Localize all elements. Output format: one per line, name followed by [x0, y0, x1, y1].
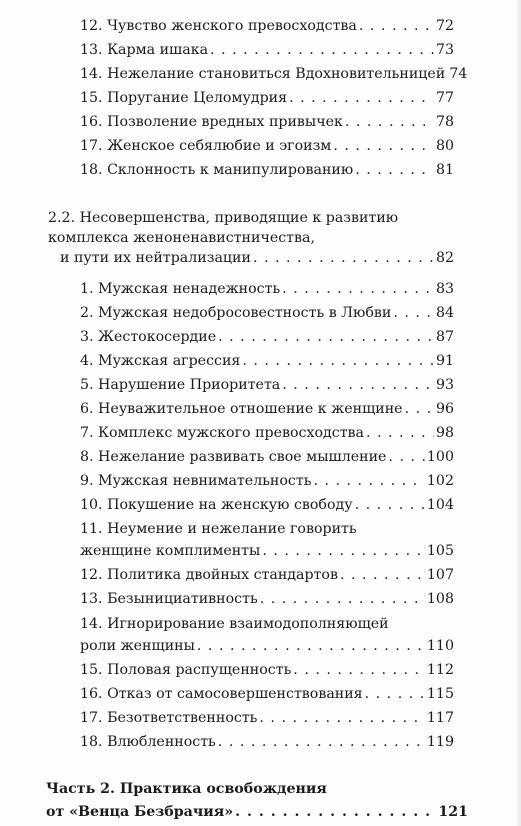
toc-entry-page: 77 — [435, 90, 454, 106]
leader-dots — [365, 685, 425, 703]
toc-entry-page: 121 — [438, 804, 468, 820]
toc-entry — [80, 733, 454, 751]
section-heading-line: комплекса женоненавистничества, — [48, 230, 315, 246]
leader-dots — [355, 161, 434, 179]
toc-entry — [80, 280, 454, 298]
toc-entry — [80, 448, 454, 466]
toc-entry-page: 91 — [435, 353, 454, 369]
toc-entry-page: 74 — [449, 66, 468, 82]
toc-entry — [80, 65, 468, 83]
toc-entry-title: роли женщины — [80, 638, 195, 654]
leader-dots — [289, 89, 434, 107]
toc-entry-page: 110 — [426, 638, 454, 654]
toc-entry-title: 17. Безответственность — [80, 710, 258, 726]
leader-dots — [340, 566, 425, 584]
toc-entry-page: 96 — [435, 401, 454, 417]
toc-entry-title: 5. Нарушение Приоритета — [80, 377, 281, 393]
toc-entry-title: 13. Безынициативность — [80, 591, 258, 607]
toc-entry — [80, 304, 454, 322]
toc-entry-page: 104 — [426, 497, 454, 513]
leader-dots — [313, 472, 424, 490]
toc-entry-title: 11. Неумение и нежелание говорить — [80, 521, 357, 537]
section-heading-line: 2.2. Несовершенства, приводящие к развитию — [48, 210, 399, 226]
toc-entry-page: 84 — [435, 305, 454, 321]
toc-entry-title: 12. Политика двойных стандартов — [80, 567, 338, 583]
toc-entry — [80, 685, 454, 703]
toc-entry-title: 13. Карма ишака — [80, 42, 209, 58]
leader-dots — [218, 328, 434, 346]
toc-entry-page: 115 — [426, 686, 454, 702]
leader-dots — [333, 137, 434, 155]
toc-entry-title: 16. Позволение вредных привычек — [80, 114, 343, 130]
leader-dots — [242, 352, 434, 370]
leader-dots — [293, 661, 425, 679]
toc-entry — [80, 113, 454, 131]
leader-dots — [260, 590, 425, 608]
leader-dots — [393, 304, 434, 322]
leader-dots — [262, 542, 425, 560]
toc-entry-page: 105 — [426, 543, 454, 559]
toc-entry — [80, 89, 454, 107]
toc-entry-page: 93 — [435, 377, 454, 393]
toc-entry — [80, 41, 454, 59]
toc-entry-page: 107 — [426, 567, 454, 583]
toc-entry — [80, 17, 454, 35]
toc-entry-page: 112 — [426, 662, 454, 678]
toc-entry-page: 87 — [435, 329, 454, 345]
toc-entry — [80, 566, 454, 584]
toc-entry-title: 4. Мужская агрессия — [80, 353, 241, 369]
leader-dots — [282, 376, 434, 394]
toc-entry-title: 10. Покушение на женскую свободу — [80, 497, 353, 513]
toc-entry — [80, 328, 454, 346]
toc-entry — [80, 376, 454, 394]
toc-entry-page: 82 — [435, 250, 454, 266]
toc-entry-title: 15. Половая распущенность — [80, 662, 292, 678]
section-heading-entry — [60, 249, 454, 267]
toc-entry-title: 2. Мужская недобросовестность в Любви — [80, 305, 392, 321]
toc-entry-title: 7. Комплекс мужского превосходства — [80, 425, 364, 441]
toc-entry — [80, 137, 454, 155]
leader-dots — [359, 17, 434, 35]
toc-entry — [80, 661, 454, 679]
toc-entry — [80, 590, 454, 608]
leader-dots — [259, 709, 425, 727]
toc-entry-page: 108 — [426, 591, 454, 607]
section-heading-line: и пути их нейтрализации — [60, 250, 251, 266]
toc-entry — [80, 542, 454, 560]
leader-dots — [355, 496, 425, 514]
leader-dots — [218, 733, 425, 751]
part-heading-line: от «Венца Безбрачия» — [46, 804, 234, 820]
toc-entry — [80, 400, 454, 418]
leader-dots — [235, 803, 436, 821]
toc-entry — [80, 637, 454, 655]
toc-entry-title: 12. Чувство женского превосходства — [80, 18, 357, 34]
toc-entry-page: 102 — [426, 473, 454, 489]
toc-entry-page: 117 — [426, 710, 454, 726]
toc-entry-title: 18. Влюбленность — [80, 734, 216, 750]
toc-entry-title: женщине комплименты — [80, 543, 261, 559]
toc-entry — [80, 352, 454, 370]
toc-entry-page: 73 — [435, 42, 454, 58]
toc-entry-page: 81 — [435, 162, 454, 178]
toc-entry-title: 18. Склонность к манипулированию — [80, 162, 354, 178]
toc-entry-page: 83 — [435, 281, 454, 297]
toc-entry-title: 16. Отказ от самосовершенствования — [80, 686, 363, 702]
toc-entry-title: 17. Женское себялюбие и эгоизм — [80, 138, 332, 154]
toc-entry — [80, 161, 454, 179]
leader-dots — [405, 400, 434, 418]
leader-dots — [388, 448, 424, 466]
page-edge-shadow — [515, 0, 521, 826]
part-heading-entry — [46, 803, 468, 821]
toc-entry-page: 78 — [435, 114, 454, 130]
toc-entry-title: 15. Поругание Целомудрия — [80, 90, 288, 106]
toc-entry-page: 119 — [426, 734, 454, 750]
part-heading-line: Часть 2. Практика освобождения — [46, 781, 327, 797]
toc-entry-page: 80 — [435, 138, 454, 154]
toc-entry — [80, 424, 454, 442]
leader-dots — [345, 113, 434, 131]
toc-entry-title: 3. Жестокосердие — [80, 329, 217, 345]
toc-entry — [80, 472, 454, 490]
toc-entry-title: 6. Неуважительное отношение к женщине — [80, 401, 403, 417]
leader-dots — [366, 424, 434, 442]
toc-entry-title: 14. Нежелание становиться Вдохновительницей — [80, 66, 446, 82]
toc-entry-page: 72 — [435, 18, 454, 34]
leader-dots — [197, 637, 425, 655]
toc-entry-title: 1. Мужская ненадежность — [80, 281, 281, 297]
toc-entry — [80, 496, 454, 514]
toc-entry — [80, 709, 454, 727]
toc-entry-page: 98 — [435, 425, 454, 441]
leader-dots — [282, 280, 434, 298]
toc-entry-page: 100 — [426, 449, 454, 465]
toc-entry-title: 9. Мужская невнимательность — [80, 473, 312, 489]
leader-dots — [253, 249, 434, 267]
toc-entry-title: 14. Игнорирование взаимодополняющей — [80, 616, 389, 632]
toc-entry-title: 8. Нежелание развивать свое мышление — [80, 449, 387, 465]
leader-dots — [210, 41, 434, 59]
